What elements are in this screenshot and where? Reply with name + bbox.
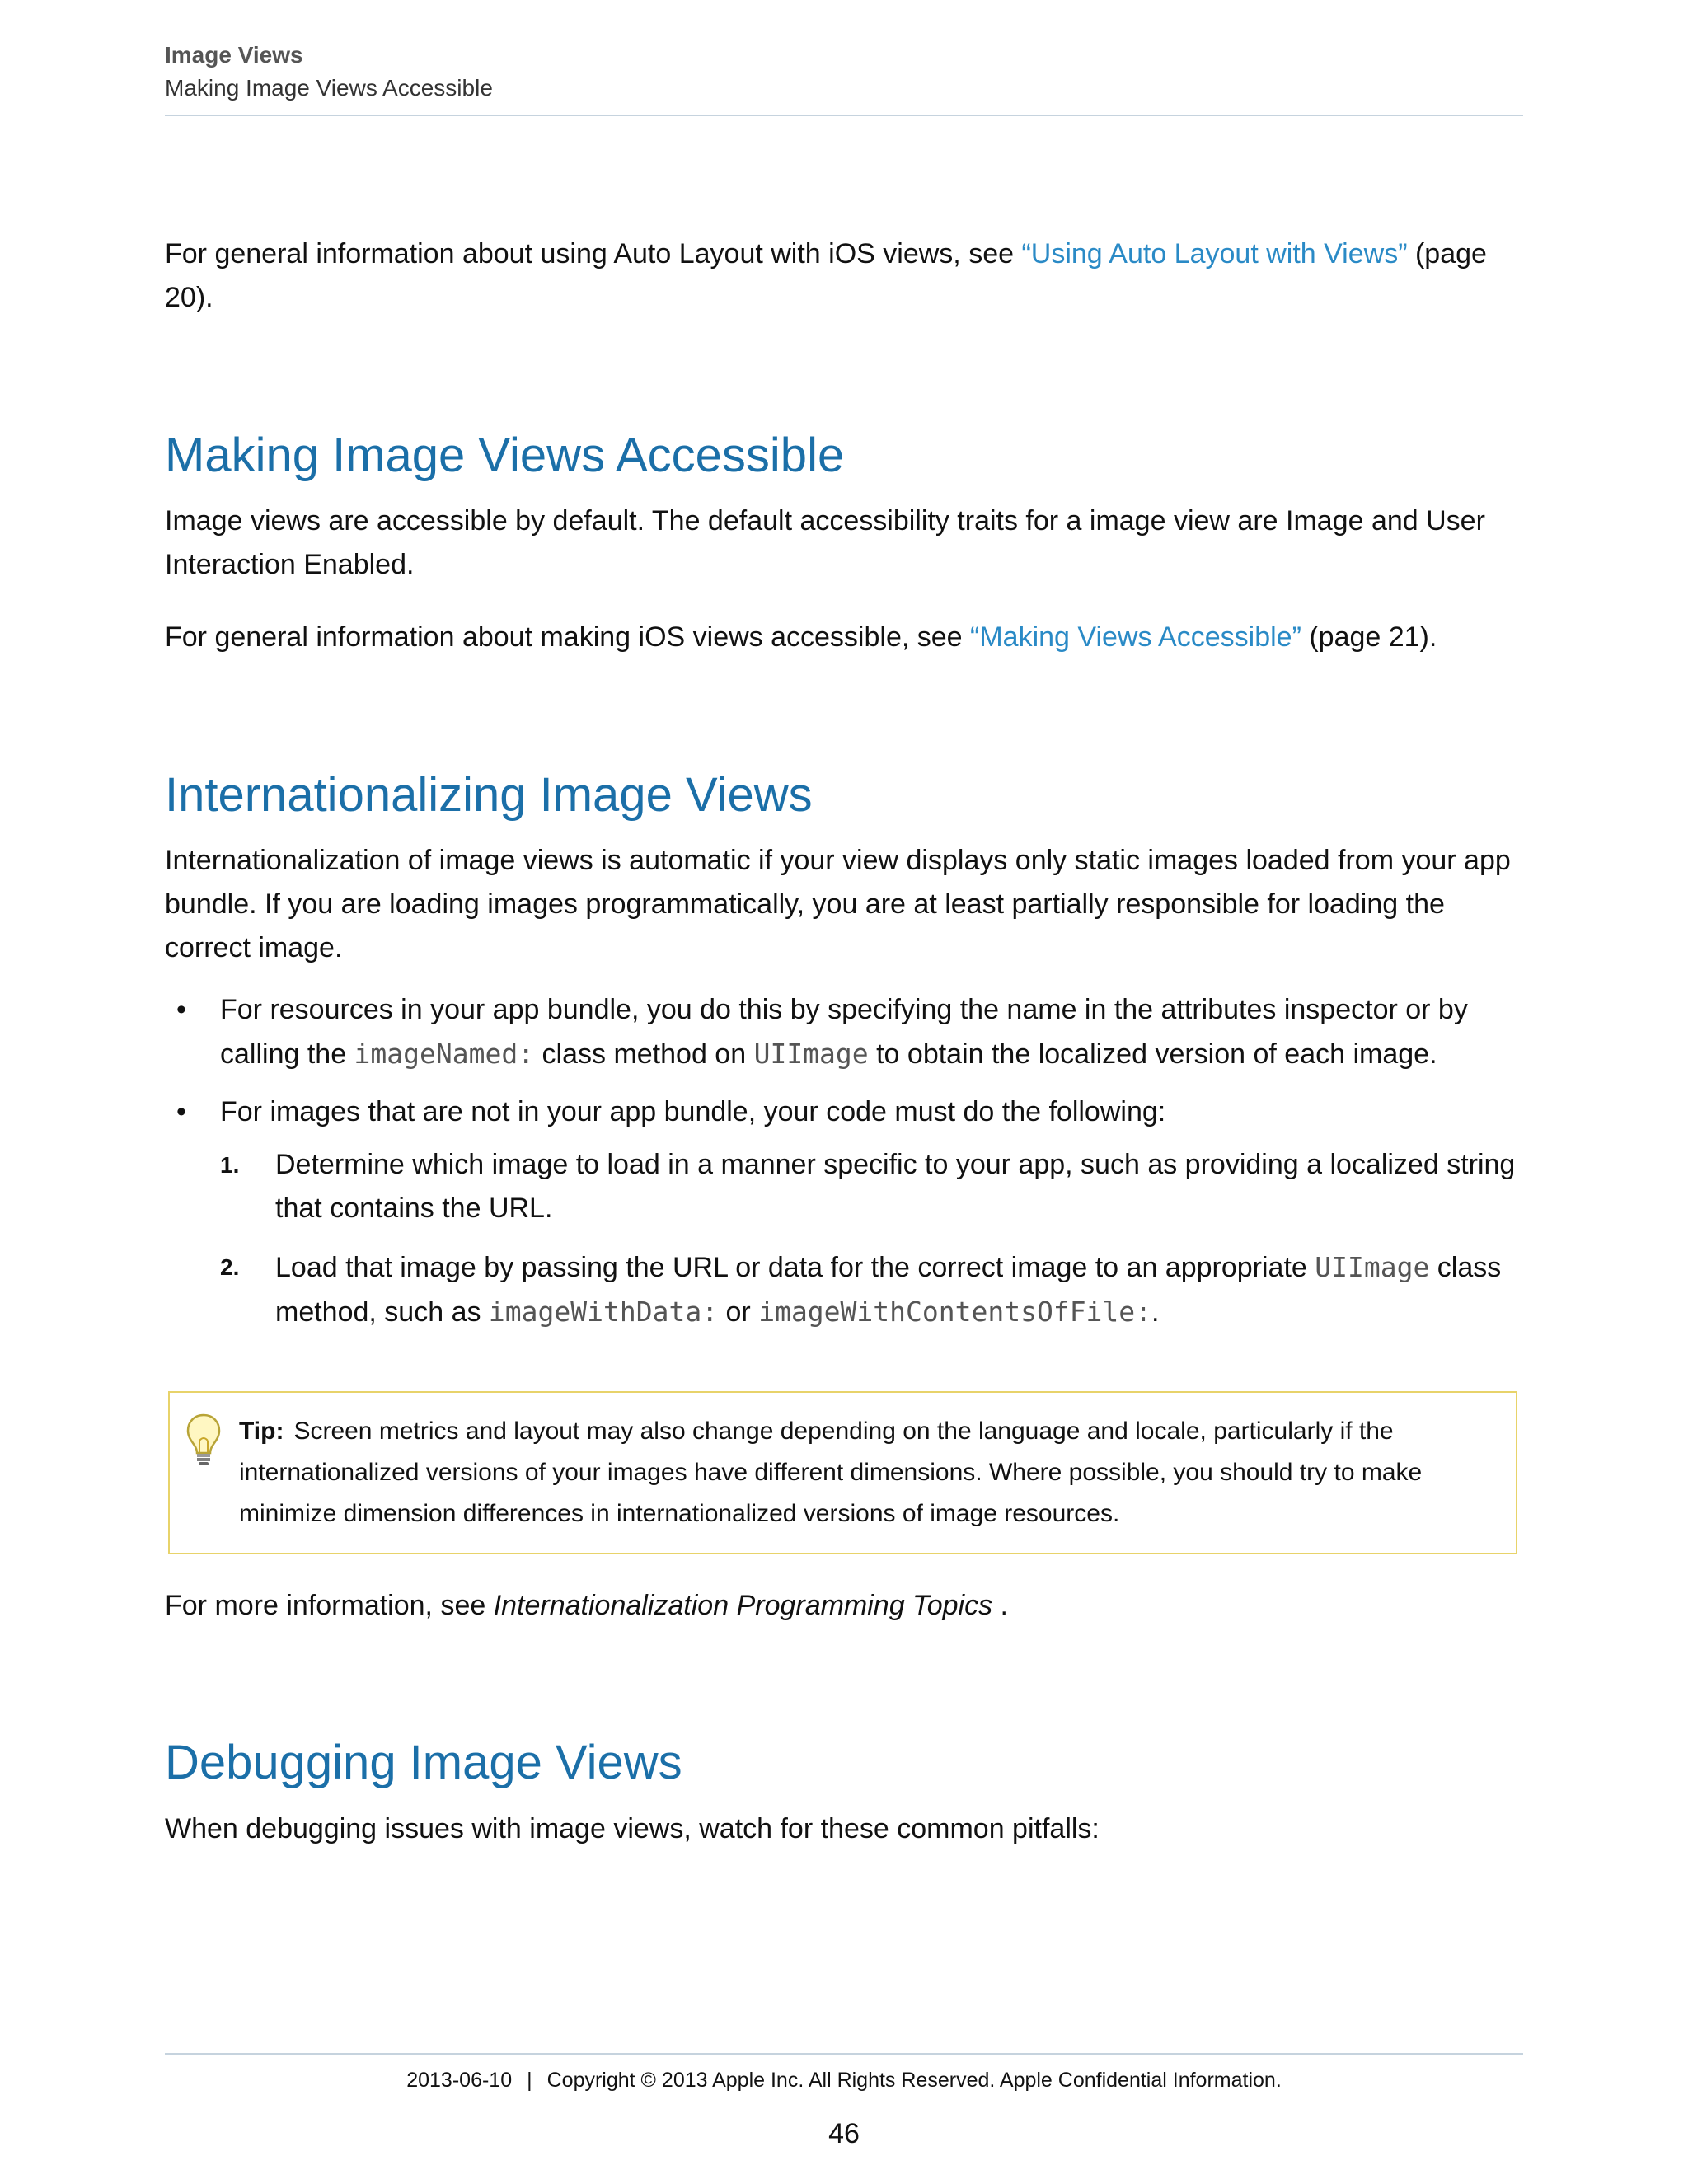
accessible-text: For general information about making iOS views accessible, see (165, 621, 971, 653)
bullet-text-part: class method on (534, 1038, 754, 1070)
more-info-paragraph (165, 1584, 1523, 1628)
footer-separator: | (527, 2069, 532, 2092)
intro-paragraph (165, 232, 1523, 320)
step-text-part: Load that image by passing the URL or data for the correct image to an appropriate (275, 1252, 1315, 1283)
bullet-text: For images that are not in your app bundle, your code must do the following: (220, 1096, 1166, 1127)
header-section-title: Making Image Views Accessible (165, 75, 493, 101)
bullet-icon: • (176, 994, 186, 1025)
lightbulb-icon (185, 1413, 223, 1467)
making-views-accessible-link[interactable]: “Making Views Accessible” (970, 621, 1301, 653)
code-imageNamed: imageNamed: (354, 1038, 535, 1070)
accessible-link-paragraph (165, 616, 1523, 659)
tip-label: Tip: (239, 1418, 284, 1445)
document-page (165, 0, 1523, 2184)
internationalizing-paragraph: Internationalization of image views is automatic if your view displays only static images loaded from your app bundle. If you are loading images programmatically, you are at least partially responsible for loading the correct image. (165, 845, 1511, 963)
code-imageWithData: imageWithData: (488, 1296, 719, 1328)
header-chapter-title: Image Views (165, 42, 303, 68)
code-UIImage: UIImage (1315, 1251, 1430, 1283)
heading-debugging: Debugging Image Views (165, 1736, 682, 1789)
tip-callout (168, 1391, 1517, 1554)
intro-text-after: (page 20). (165, 238, 1487, 313)
more-info-text-after: . (992, 1590, 1009, 1621)
heading-internationalizing: Internationalizing Image Views (165, 768, 813, 822)
step-text-part: or (718, 1296, 759, 1328)
step-text-part: . (1151, 1296, 1160, 1328)
page-number: 46 (828, 2118, 860, 2149)
footer-date: 2013-06-10 (406, 2069, 513, 2092)
intro-text: For general information about using Auto Layout with iOS views, see (165, 238, 1022, 269)
running-header (165, 40, 1523, 105)
footer-info (165, 2064, 1523, 2097)
step-text (275, 1245, 1523, 1334)
step-number: 2. (220, 1254, 240, 1280)
code-imageWithContentsOfFile: imageWithContentsOfFile: (758, 1296, 1152, 1328)
tip-text (239, 1411, 1492, 1535)
bullet-icon: • (176, 1096, 186, 1127)
footer-copyright: Copyright © 2013 Apple Inc. All Rights Reserved. Apple Confidential Information. (546, 2069, 1282, 2092)
internationalization-topics-title: Internationalization Programming Topics (493, 1590, 993, 1621)
header-divider (165, 115, 1523, 116)
step-number: 1. (220, 1152, 240, 1178)
bullet-text-part: For resources in your app bundle, you do this by specifying the name in the attributes inspector or by calling the (220, 994, 1468, 1070)
more-info-text: For more information, see (165, 1590, 494, 1621)
accessible-text-after: (page 21). (1301, 621, 1437, 653)
code-UIImage: UIImage (753, 1038, 869, 1070)
debugging-paragraph: When debugging issues with image views, watch for these common pitfalls: (165, 1813, 1100, 1844)
step-text-part: class method, such as (275, 1252, 1502, 1328)
step-text: Determine which image to load in a manner specific to your app, such as providing a localized string that contains the URL. (275, 1149, 1516, 1224)
accessible-paragraph: Image views are accessible by default. The default accessibility traits for a image view are Image and User Interaction Enabled. (165, 505, 1485, 580)
tip-body: Screen metrics and layout may also change depending on the language and locale, particularly if the internationalized versions of your images have different dimensions. Where possible, you should try to make minimize dimension differences in internationalized versions of image resources. (239, 1418, 1423, 1527)
heading-making-accessible: Making Image Views Accessible (165, 429, 845, 482)
auto-layout-link[interactable]: “Using Auto Layout with Views” (1021, 238, 1408, 269)
bullet-text-part: to obtain the localized version of each image. (868, 1038, 1437, 1070)
bullet-text (220, 988, 1523, 1076)
footer-divider (165, 2053, 1523, 2055)
